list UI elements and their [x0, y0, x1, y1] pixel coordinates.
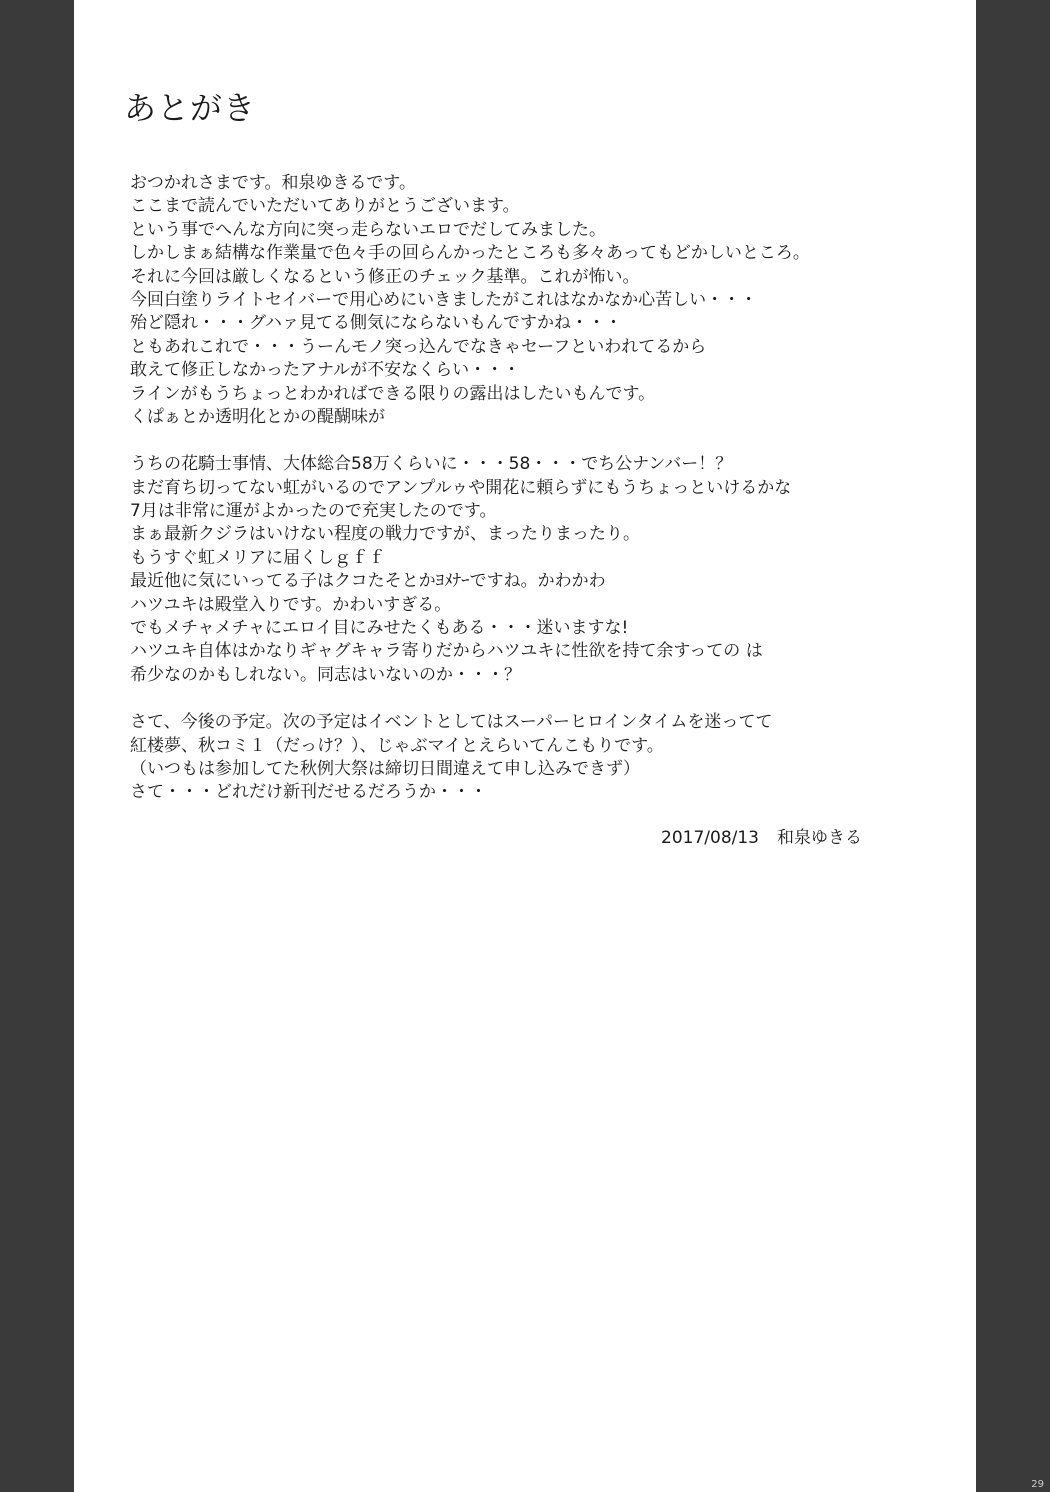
text-line: 殆ど隠れ・・・グハァ見てる側気にならないもんですかね・・・ — [130, 313, 622, 334]
text-line: ハツユキは殿堂入りです。かわいすぎる。 — [130, 594, 452, 615]
text-line: しかしまぁ結構な作業量で色々手の回らんかったところも多々あってもどかしいところ。 — [130, 243, 810, 264]
text-line: ここまで読んでいただいてありがとうございます。 — [130, 196, 520, 217]
paragraph-greeting — [130, 172, 910, 429]
paragraph-schedule — [130, 711, 910, 805]
text-line: さて、今後の予定。次の予定はイベントとしてはスーパーヒロインタイムを迷ってて — [130, 712, 773, 733]
text-line: という事でへんな方向に突っ走らないエロでだしてみました。 — [130, 219, 606, 240]
signature — [661, 826, 862, 850]
signature-date: 2017/08/13 — [661, 828, 759, 848]
text-line: （いつもは参加してた秋例大祭は締切日間違えて申し込みできず） — [130, 758, 640, 779]
text-line: まだ育ち切ってない虹がいるのでアンプルゥや開花に頼らずにもうちょっといけるかな — [130, 477, 792, 498]
page-number: 29 — [1031, 1479, 1044, 1490]
text-line: ともあれこれで・・・うーんモノ突っ込んでなきゃセーフといわれてるから — [130, 336, 707, 357]
scan-edge-right — [976, 0, 1050, 1492]
text-line: さて・・・どれだけ新刊だせるだろうか・・・ — [130, 782, 487, 803]
paragraph-flower-knight — [130, 453, 910, 687]
text-line: 敢えて修正しなかったアナルが不安なくらい・・・ — [130, 360, 521, 381]
text-line: 紅楼夢、秋コミ１（だっけ？）、じゃぶマイとえらいてんこもりです。 — [130, 735, 664, 756]
text-line: ラインがもうちょっとわかればできる限りの露出はしたいもんです。 — [130, 383, 656, 404]
text-line: 最近他に気にいってる子はクコたそとかﾖﾒﾅｰですね。かわかわ — [130, 571, 606, 592]
text-line: まぁ最新クジラはいけない程度の戦力ですが、まったりまったり。 — [130, 524, 640, 545]
text-line: おつかれさまです。和泉ゆきるです。 — [130, 173, 416, 193]
page-title: あとがき — [124, 89, 257, 127]
text-line: ハツユキ自体はかなりギャグキャラ寄りだからハツユキに性欲を持て余すっての は — [130, 641, 763, 662]
text-line: 今回白塗りライトセイバーで用心めにいきましたがこれはなかなか心苦しい・・・ — [130, 289, 758, 310]
text-line: 7月は非常に運がよかったので充実したのです。 — [130, 501, 497, 522]
text-line: でもメチャメチャにエロイ目にみせたくもある・・・迷いますな! — [130, 618, 629, 639]
text-line: もうすぐ虹メリアに届くしｇｆｆ — [130, 547, 385, 568]
text-line: うちの花騎士事情、大体総合58万くらいに・・・58・・・でち公ナンバー！？ — [130, 454, 733, 475]
text-line: くぱぁとか透明化とかの醍醐味が — [130, 406, 385, 427]
text-line: それに今回は厳しくなるという修正のチェック基準。これが怖い。 — [130, 266, 640, 287]
afterword-body — [130, 172, 910, 829]
text-line: 希少なのかもしれない。同志はいないのか・・・？ — [130, 664, 521, 685]
scan-edge-left — [0, 0, 74, 1492]
signature-author: 和泉ゆきる — [777, 828, 862, 848]
